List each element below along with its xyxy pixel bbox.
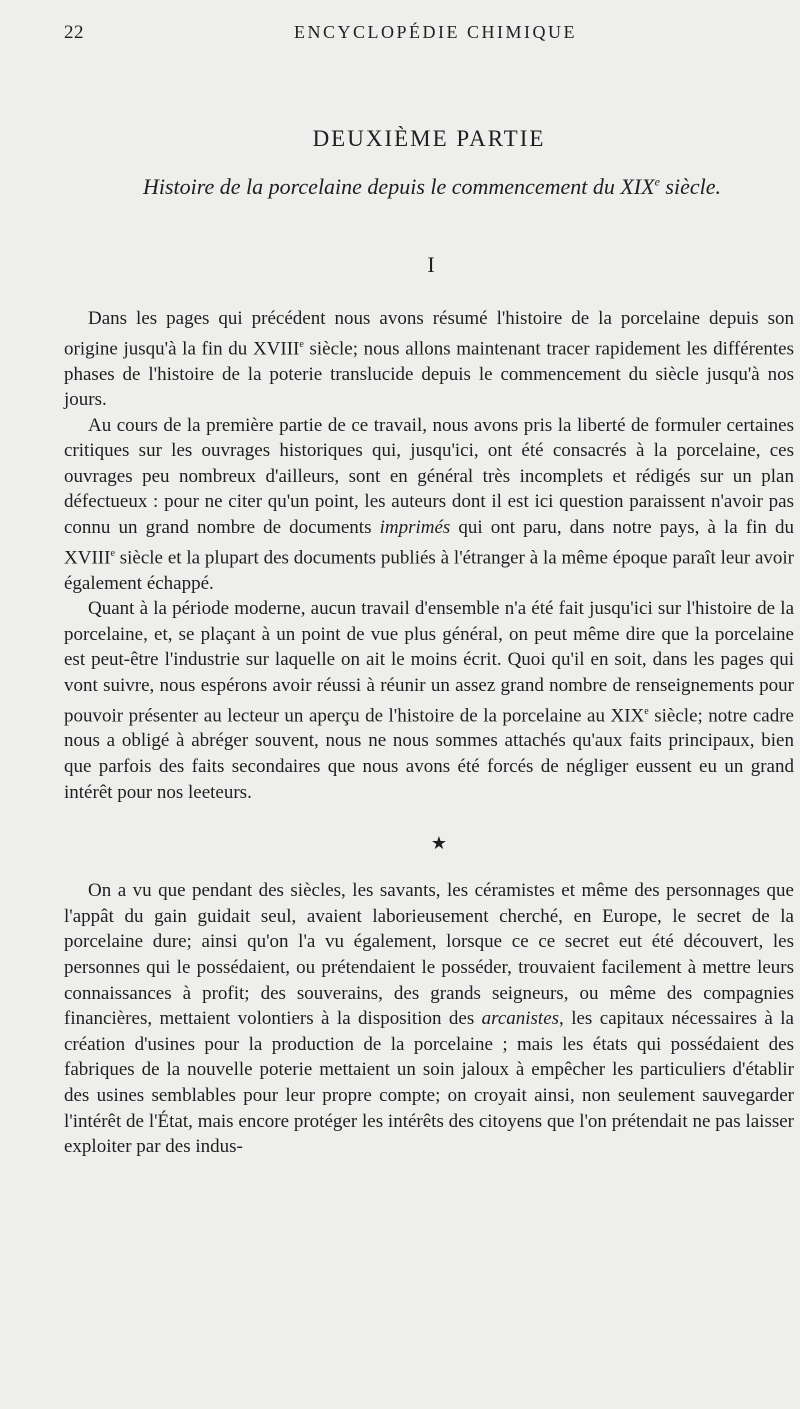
paragraph-2-superscript: e: [110, 547, 115, 559]
paragraph-3-text-b: siècle; notre cadre nous a obligé à abréger souvent, nous ne nous sommes attachés qu'aux faits principaux, bien que parfois des faits secondaires que nous avons été forcés de négliger eussent eu un grand intérêt pour nos leeteurs.: [64, 704, 794, 803]
document-page: [0, 22, 800, 1409]
paragraph-1: [64, 306, 794, 413]
paragraph-3-superscript: e: [644, 705, 649, 717]
paragraph-4-emphasis: arcanistes: [481, 1008, 560, 1030]
paragraph-2-text-b: qui ont paru, dans notre pays, à la fin du XVIII: [64, 517, 795, 568]
subtitle-end: siècle.: [659, 174, 721, 199]
subtitle-main: Histoire de la porcelaine depuis le commencement du XIX: [143, 174, 655, 199]
paragraph-4-text-a: On a vu que pendant des siècles, les savants, les céramistes et même des personnages que l'appât du gain guidait seul, avaient laborieusement cherché, en Europe, le secret de la porcelaine dure; ainsi qu'on l'a vu également, lorsque ce ce secret eut été découvert, les personnes qui le possédaient, ou prétendaient le posséder, trouvaient facilement à mettre leurs connaissances à profit; des souverains, des grands seigneurs, ou même des compagnies financières, mettaient volontiers à la disposition des: [64, 880, 794, 1030]
subtitle: [64, 174, 794, 200]
star-icon: ★: [430, 833, 448, 854]
section-numeral: I: [427, 252, 435, 277]
paragraph-2-text-c: siècle et la plupart des documents publiés à l'étranger à la même époque paraît leur avoir également échappé.: [64, 547, 794, 594]
paragraph-2: [64, 413, 794, 596]
paragraph-1-text-b: siècle; nous allons maintenant tracer rapidement les différentes phases de l'histoire de la poterie translucide depuis le commencement du siècle jusqu'à nos jours.: [64, 337, 794, 411]
running-head: [64, 22, 794, 48]
paragraph-2-text-a: Au cours de la première partie de ce travail, nous avons pris la liberté de formuler certaines critiques sur les ouvrages historiques qui, jusqu'ici, ont été consacrés à la porcelaine, ces ouvrages peu nombreux d'ailleurs, sont en général très incomplets et rédigés sur un plan défectueux : pour ne citer qu'un point, les auteurs dont il est ici question paraissent n'avoir pas connu un grand nombre de documents: [64, 414, 794, 539]
page-number: 22: [64, 22, 84, 43]
paragraph-4-text-b: , les capitaux nécessaires à la création d'usines pour la production de la porcelaine ; mais les états qui possédaient des fabriques de la nouvelle poterie mettaient un soin jaloux à empêcher les particuliers d'établir des usines semblables pour leur propre compte; on croyait ainsi, non seulement sauvegarder l'intérêt de l'État, mais encore protéger les intérêts des citoyens que l'on prétendait ne pas laisser exploiter par des indus-: [64, 1008, 794, 1158]
running-title: ENCYCLOPÉDIE CHIMIQUE: [294, 22, 577, 42]
paragraph-1-superscript: e: [299, 338, 304, 350]
paragraph-4: [64, 878, 794, 1160]
paragraph-1-text-a: Dans les pages qui précédent nous avons résumé l'histoire de la porcelaine depuis son origine jusqu'à la fin du XVIII: [64, 308, 794, 359]
subtitle-superscript: e: [654, 174, 660, 189]
part-title: DEUXIÈME PARTIE: [312, 126, 546, 151]
paragraph-2-emphasis: imprimés: [379, 517, 451, 539]
paragraph-3-text-a: Quant à la période moderne, aucun travail d'ensemble n'a été fait jusqu'ici sur l'histoire de la porcelaine, et, se plaçant à un point de vue plus général, on peut même dire que la porcelaine est peut-être l'industrie sur laquelle on ait le moins écrit. Quoi qu'il en soit, dans les pages qui vont suivre, nous espérons avoir réussi à réunir un assez grand nombre de renseignements pour pouvoir présenter au lecteur un aperçu de l'histoire de la porcelaine au XIX: [64, 598, 794, 726]
paragraph-3: [64, 596, 794, 805]
section-separator: [64, 833, 794, 854]
